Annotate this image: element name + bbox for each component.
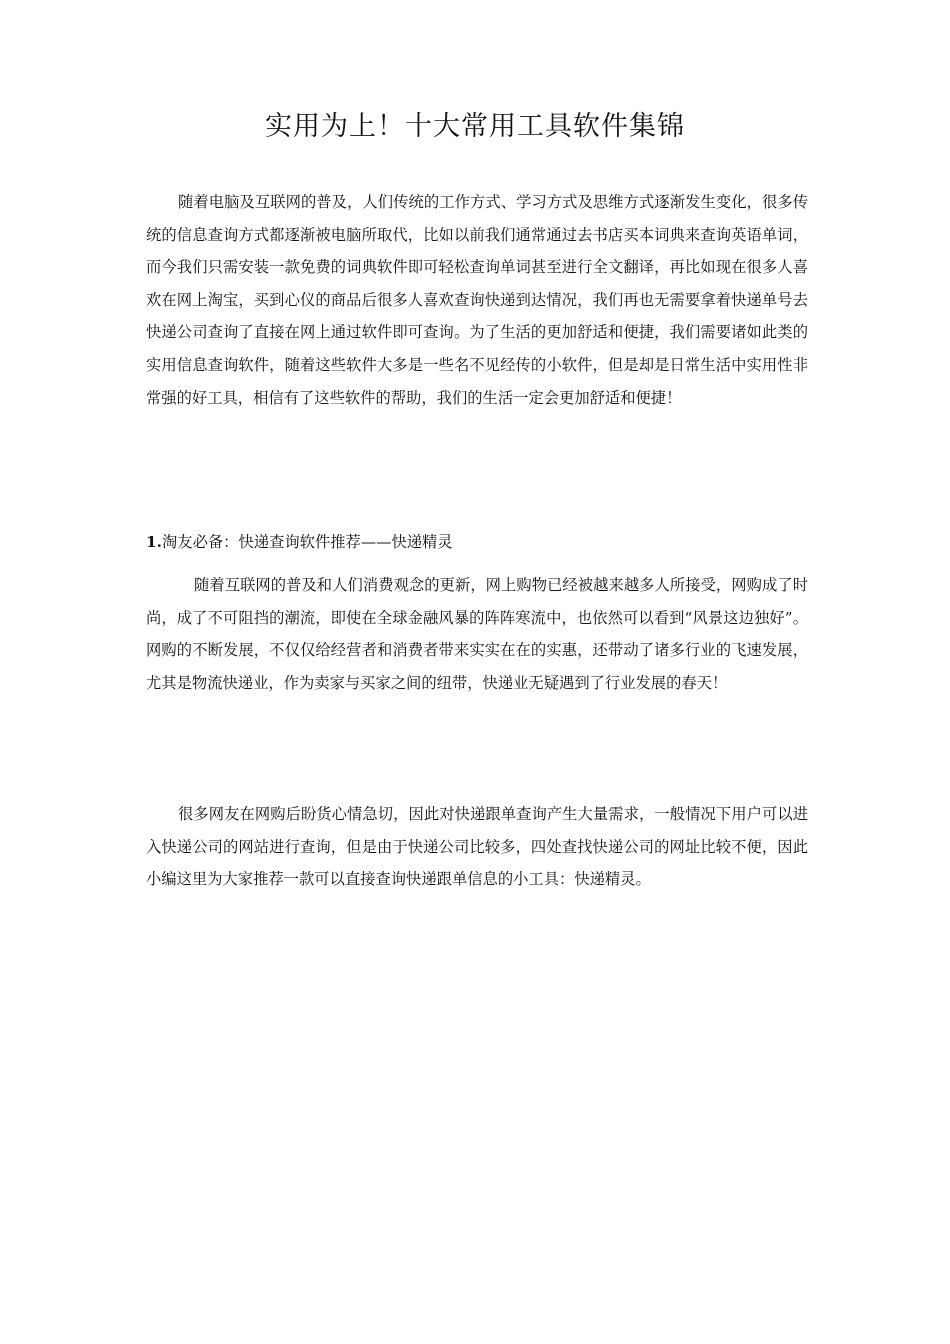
- section-paragraph-1: 随着互联网的普及和人们消费观念的更新，网上购物已经被越来越多人所接受，网购成了时尚，成了不可阻挡的潮流，即使在全球金融风暴的阵阵寒流中，也依然可以看到“风景这边独好”。网购的不断发展，不仅仅给经营者和消费者带来实实在在的实惠，还带动了诸多行业的飞速发展，尤其是物流快递业，作为卖家与买家之间的纽带，快递业无疑遇到了行业发展的春天！: [146, 576, 808, 692]
- document-title: 实用为上！十大常用工具软件集锦: [265, 111, 685, 142]
- intro-paragraph: 随着电脑及互联网的普及，人们传统的工作方式、学习方式及思维方式逐渐发生变化，很多传统的信息查询方式都逐渐被电脑所取代，比如以前我们通常通过去书店买本词典来查询英语单词，而今我们只需安装一款免费的词典软件即可轻松查询单词甚至进行全文翻译，再比如现在很多人喜欢在网上淘宝，买到心仪的商品后很多人喜欢查询快递到达情况，我们再也无需要拿着快递单号去快递公司查询了直接在网上通过软件即可查询。为了生活的更加舒适和便捷，我们需要诸如此类的实用信息查询软件，随着这些软件大多是一些名不见经传的小软件，但是却是日常生活中实用性非常强的好工具，相信有了这些软件的帮助，我们的生活一定会更加舒适和便捷！: [146, 193, 808, 407]
- section-paragraph-2: 很多网友在网购后盼货心情急切，因此对快递跟单查询产生大量需求，一般情况下用户可以进入快递公司的网站进行查询，但是由于快递公司比较多，四处查找快递公司的网址比较不便，因此小编这里为大家推荐一款可以直接查询快递跟单信息的小工具：快递精灵。: [146, 805, 808, 889]
- section-number: 1.: [146, 533, 162, 551]
- section-heading: [146, 530, 453, 554]
- section-heading-text: 淘友必备：快递查询软件推荐——快递精灵: [161, 533, 453, 551]
